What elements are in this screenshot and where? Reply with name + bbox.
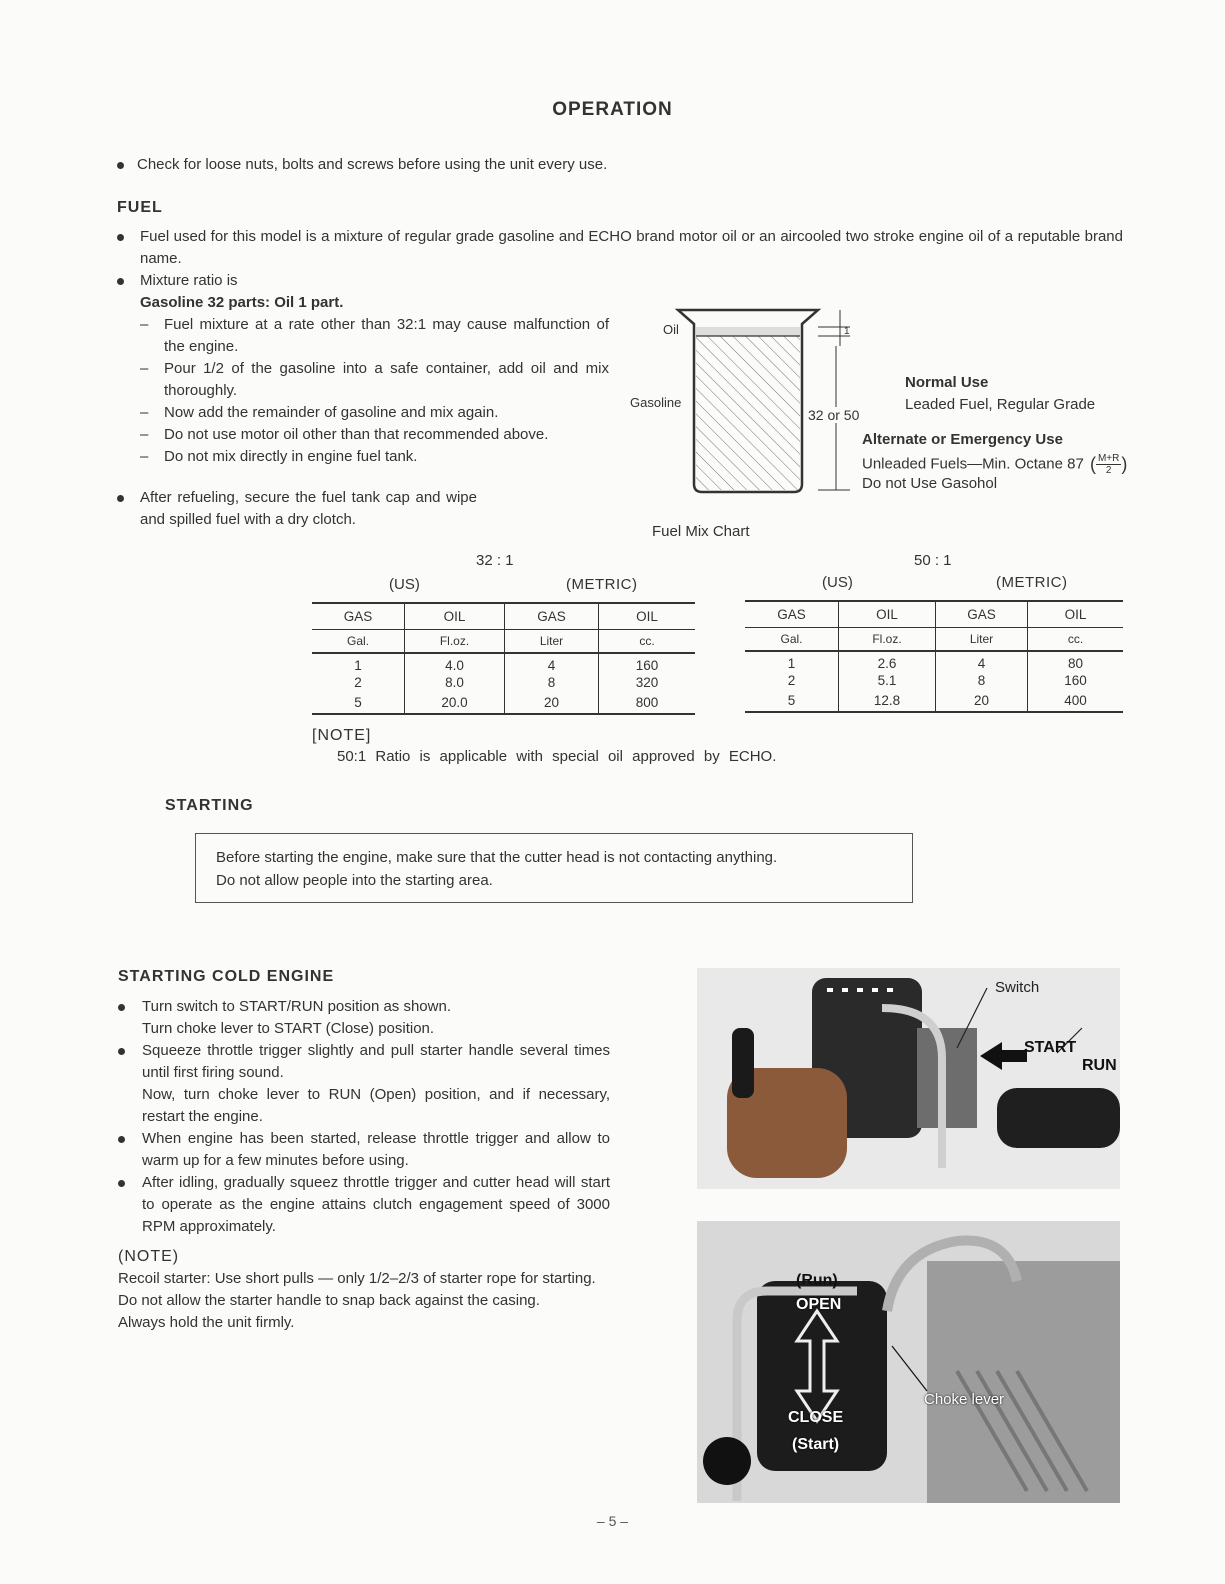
diagram-label-oil: Oil [663, 322, 679, 337]
note-text: 50:1 Ratio is applicable with special oil approved by ECHO. [337, 748, 777, 765]
table-50-us-label: (US) [822, 574, 853, 591]
photo-label-start: START [1024, 1039, 1077, 1056]
photo-switch-illustration [697, 968, 1120, 1189]
bullet-icon [117, 162, 124, 169]
dash-item: – Do not use motor oil other than that recommended above. [140, 426, 549, 443]
photo-choke [697, 1221, 1120, 1503]
table-row: 5 20.0 20 800 [312, 692, 695, 714]
table-32-metric-label: (METRIC) [566, 576, 638, 593]
photo-choke-illustration [697, 1221, 1120, 1503]
dash-list [140, 314, 609, 468]
diagram-label-gasoline: Gasoline [630, 395, 682, 410]
photo-label-choke: Choke lever [924, 1391, 1005, 1408]
table-header-row: GAS OIL GAS OIL [745, 601, 1123, 627]
cold-start-list: Turn switch to START/RUN position as shown. Turn choke lever to START (Close) position. Squeeze throttle trigger slightly and pull starter handle several times until first firing sound. Now, turn choke lever to RUN (Open) position, and if necessary, restart the engine. When engine has been started, release throttle trigger and allow to warm up for a few minutes before using. After idling, gradually squeez throttle trigger and cutter head will start to operate as the engine attains clutch engagement speed of 3000 RPM approximately. (NOTE) Recoil starter: Use short pulls — only 1/2–2/3 of starter rope for starting. Do not allow the starter handle to snap back against the casing. Always hold the unit firmly. [118, 998, 610, 1331]
table-50 [745, 600, 1123, 713]
table-row: 2 5.1 8 160 [745, 671, 1123, 690]
photo-label-start-paren: (Start) [792, 1436, 840, 1453]
diagram-label-one: 1 [844, 326, 850, 337]
table-row: 1 4.0 4 160 [312, 653, 695, 673]
starting-heading: STARTING [165, 797, 254, 814]
page-title: OPERATION [552, 99, 673, 120]
intro-bullet: Check for loose nuts, bolts and screws before using the unit every use. [117, 154, 817, 176]
table-header-row: GAS OIL GAS OIL [312, 603, 695, 629]
photo-label-open: OPEN [796, 1296, 842, 1313]
dash-item: – Now add the remainder of gasoline and mix again. [140, 404, 499, 421]
gasoline-layer [696, 336, 800, 490]
ratio-50-label: 50 : 1 [914, 552, 952, 569]
fuel-heading: FUEL [117, 199, 163, 216]
dash-item: – Fuel mixture at a rate other than 32:1 may cause malfunction of the engine. [140, 316, 609, 355]
cold-start-heading: STARTING COLD ENGINE [118, 968, 335, 985]
fuel-bullet-1: Fuel used for this model is a mixture of regular grade gasoline and ECHO brand motor oil or an aircooled two stroke engine oil of a reputable brand name. [117, 226, 1123, 270]
bullet-icon [118, 1048, 125, 1055]
cold-start-item: Turn switch to START/RUN position as shown. Turn choke lever to START (Close) position. [118, 996, 610, 1040]
cold-start-note-label: (NOTE) [118, 1248, 180, 1265]
table-units-row: Gal. Fl.oz. Liter cc. [745, 627, 1123, 651]
bullet-icon [118, 1136, 125, 1143]
bullet-icon [118, 1004, 125, 1011]
bullet-icon [117, 278, 124, 285]
photo-switch [697, 968, 1120, 1189]
dash-item: – Do not mix directly in engine fuel tank. [140, 448, 418, 465]
note-label: [NOTE] [312, 727, 372, 744]
page-number: – 5 – [596, 1513, 629, 1529]
ratio-32-label: 32 : 1 [476, 552, 514, 569]
table-50-metric-label: (METRIC) [996, 574, 1068, 591]
table-units-row: Gal. Fl.oz. Liter cc. [312, 629, 695, 653]
table-32 [312, 602, 695, 715]
chart-caption: Fuel Mix Chart [652, 523, 750, 540]
table-row: 5 12.8 20 400 [745, 690, 1123, 712]
photo-label-run-paren: (Run) [796, 1272, 838, 1289]
normal-use-text: Leaded Fuel, Regular Grade [905, 396, 1096, 413]
cold-start-item: When engine has been started, release throttle trigger and allow to warm up for a few minutes before using. [118, 1128, 610, 1172]
photo-label-run: RUN [1082, 1057, 1117, 1074]
bullet-icon [118, 1180, 125, 1187]
cold-start-item: Squeeze throttle trigger slightly and pull starter handle several times until first firing sound. Now, turn choke lever to RUN (Open) position, and if necessary, restart the engine. [118, 1040, 610, 1128]
alt-use-head: Alternate or Emergency Use [862, 431, 1063, 448]
photo-label-close: CLOSE [788, 1409, 844, 1426]
diagram-label-ratio: 32 or 50 [808, 407, 860, 423]
bullet-icon [117, 234, 124, 241]
table-row: 2 8.0 8 320 [312, 673, 695, 692]
photo-label-switch: Switch [995, 979, 1040, 996]
table-32-us-label: (US) [389, 576, 420, 593]
warning-box: Before starting the engine, make sure that the cutter head is not contacting anything. Do not allow people into the starting area. [195, 833, 913, 903]
octane-fraction: ( $\frac{M+R}{2}$ ) [1089, 453, 1128, 476]
oil-layer [696, 327, 800, 336]
fuel-bullet-2: Mixture ratio is Gasoline 32 parts: Oil 1 part. – Fuel mixture at a rate other than 32:1 may cause malfunction of the engine. – Pour 1/2 of the gasoline into a safe container, add oil and mix thoroughly. – Now add the remainder of gasoline and mix again. – Do not use motor oil other than that recommended above. – Do not mix directly in engine fuel tank. [117, 270, 609, 468]
alt-use-text-2: Do not Use Gasohol [862, 475, 998, 492]
table-row: 1 2.6 4 80 [745, 651, 1123, 671]
ratio-line: Gasoline 32 parts: Oil 1 part. [140, 294, 344, 311]
dash-item: – Pour 1/2 of the gasoline into a safe container, add oil and mix thoroughly. [140, 360, 609, 399]
normal-use-head: Normal Use [905, 374, 989, 391]
fuel-bullet-3: After refueling, secure the fuel tank cap and wipe and spilled fuel with a dry clotch. [117, 487, 477, 531]
alt-use-text-1: Unleaded Fuels—Min. Octane 87 ( $\frac{M+R}{2}$ ) [862, 453, 1128, 476]
cold-start-item: After idling, gradually squeez throttle trigger and cutter head will start to operate as the engine attains clutch engagement speed of 3000 RPM approximately. [118, 1172, 610, 1238]
bullet-icon [117, 495, 124, 502]
